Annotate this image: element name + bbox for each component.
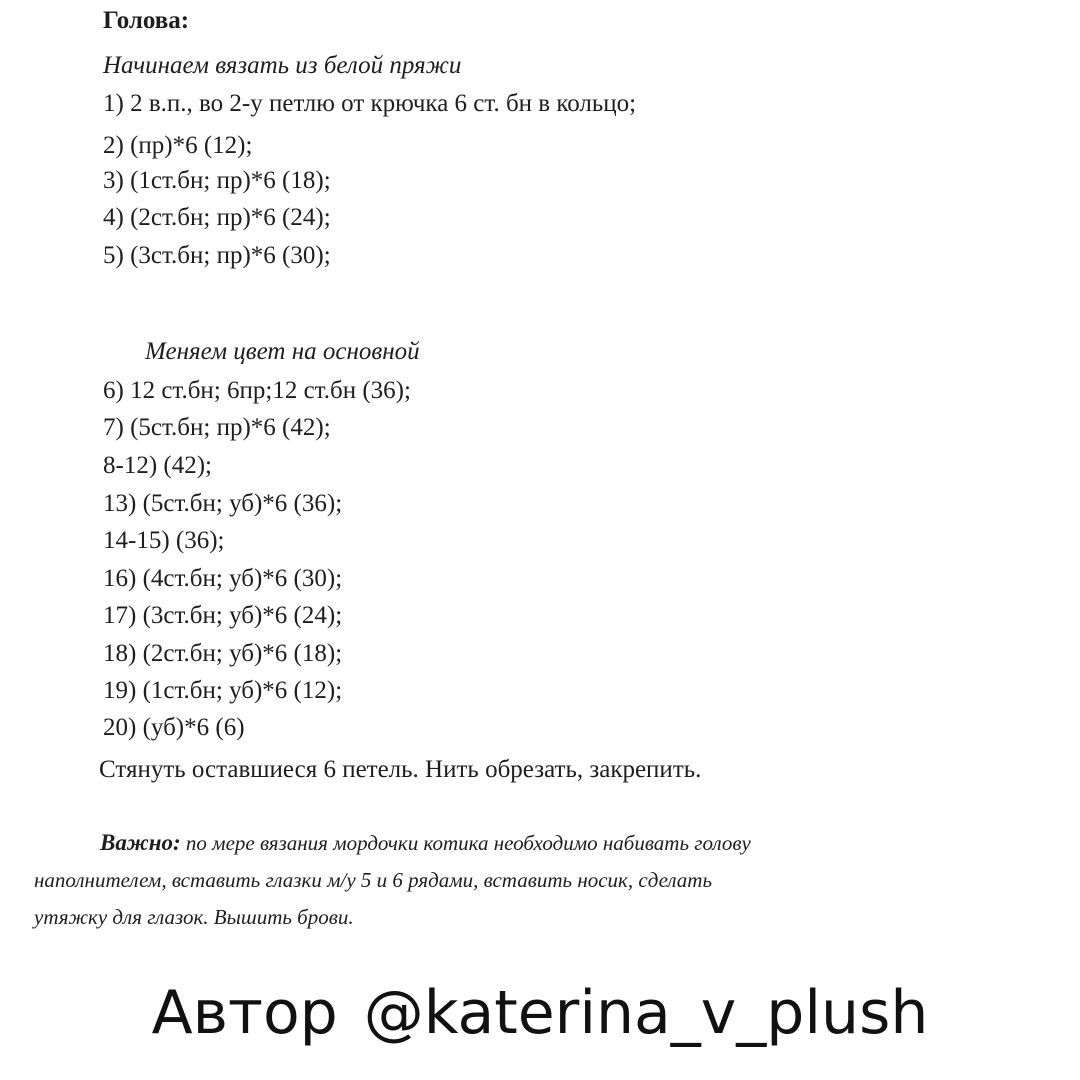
row-3: 3) (1ст.бн; пр)*6 (18);	[103, 167, 331, 194]
row-1: 1) 2 в.п., во 2-у петлю от крючка 6 ст. бн в кольцо;	[103, 90, 637, 117]
note-text-1: по мере вязания мордочки котика необходимо набивать голову	[180, 831, 751, 855]
row-4: 4) (2ст.бн; пр)*6 (24);	[103, 204, 331, 231]
finish-instruction: Стянуть оставшиеся 6 петель. Нить обрезать, закрепить.	[99, 756, 702, 783]
heading: Голова:	[103, 7, 190, 34]
important-note-line-3: утяжку для глазок. Вышить брови.	[34, 905, 354, 929]
row-17: 17) (3ст.бн; уб)*6 (24);	[103, 602, 343, 629]
row-16: 16) (4ст.бн; уб)*6 (30);	[103, 565, 343, 592]
important-note-line-1	[100, 831, 751, 854]
row-14-15: 14-15) (36);	[103, 527, 225, 554]
row-6: 6) 12 ст.бн; 6пр;12 ст.бн (36);	[103, 377, 411, 404]
row-7: 7) (5ст.бн; пр)*6 (42);	[103, 414, 331, 441]
author-credit	[0, 978, 1080, 1048]
color-change-text: Меняем цвет на основной	[145, 338, 420, 365]
row-8-12: 8-12) (42);	[103, 452, 212, 479]
important-label: Важно:	[100, 830, 181, 855]
row-2: 2) (пр)*6 (12);	[103, 132, 253, 159]
row-18: 18) (2ст.бн; уб)*6 (18);	[103, 640, 343, 667]
important-note-line-2: наполнителем, вставить глазки м/у 5 и 6 рядами, вставить носик, сделать	[34, 868, 713, 892]
row-19: 19) (1ст.бн; уб)*6 (12);	[103, 677, 343, 704]
row-13: 13) (5ст.бн; уб)*6 (36);	[103, 490, 343, 517]
row-5: 5) (3ст.бн; пр)*6 (30);	[103, 242, 331, 269]
row-20: 20) (уб)*6 (6)	[103, 714, 245, 741]
author-label: Автор	[151, 978, 338, 1048]
author-handle: @katerina_v_plush	[363, 978, 929, 1048]
intro-text: Начинаем вязать из белой пряжи	[103, 52, 462, 79]
